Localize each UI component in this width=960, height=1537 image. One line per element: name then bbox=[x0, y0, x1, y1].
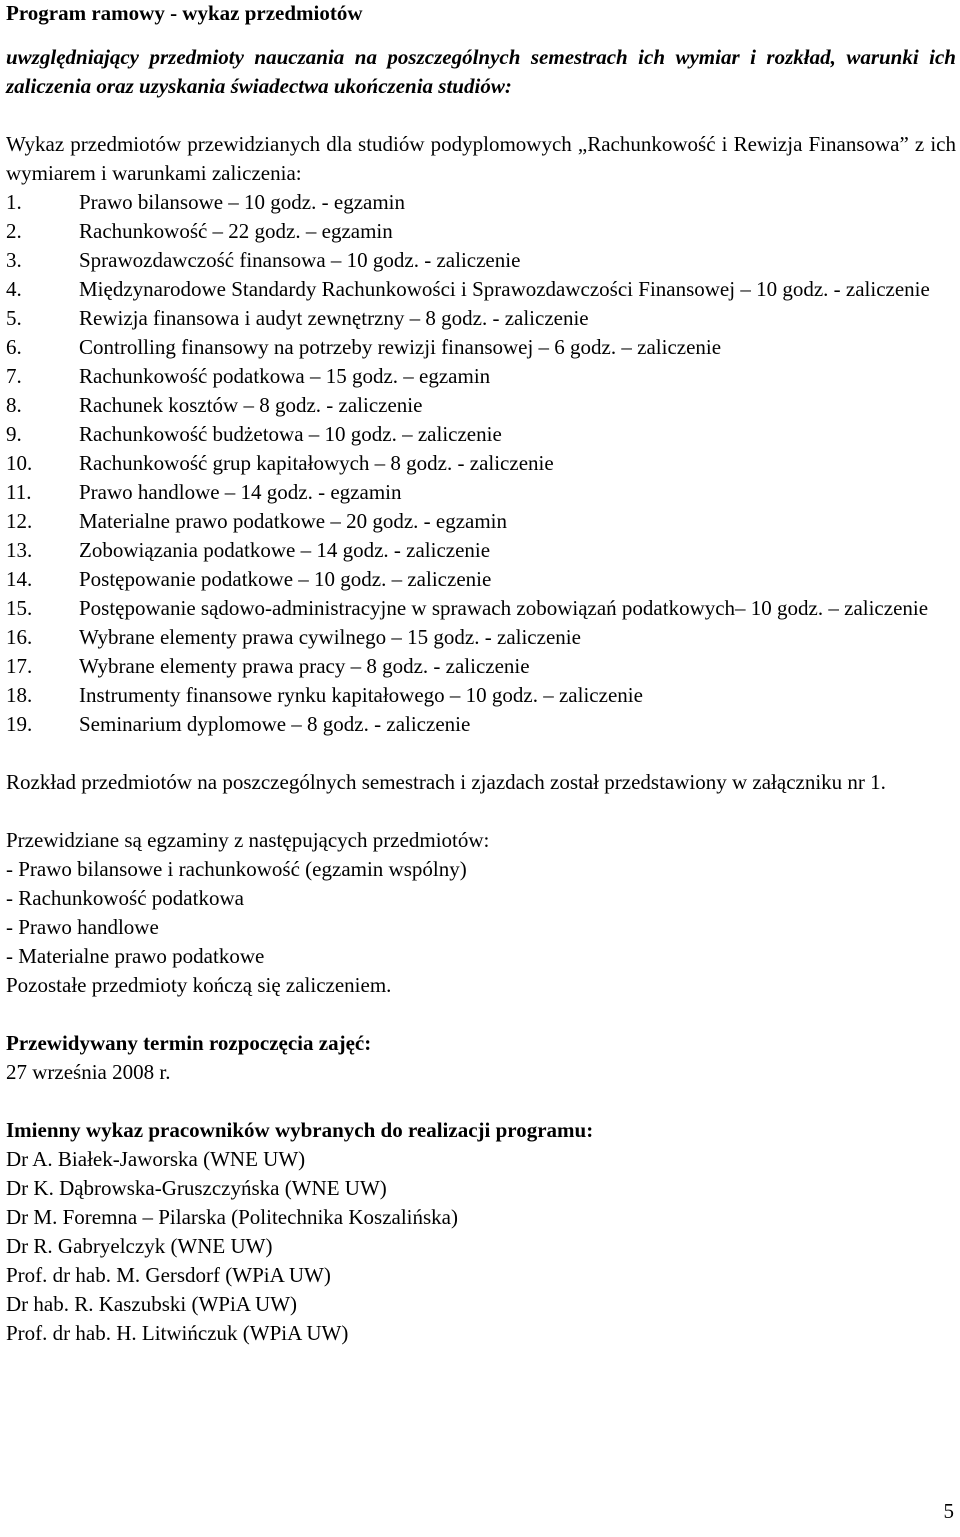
start-section bbox=[6, 1029, 956, 1087]
staff-member: Prof. dr hab. H. Litwińczuk (WPiA UW) bbox=[6, 1321, 349, 1345]
document-page bbox=[6, 0, 956, 1348]
list-item-text: Sprawozdawczość finansowa – 10 godz. - zaliczenie bbox=[79, 248, 521, 272]
list-item-text: Wybrane elementy prawa pracy – 8 godz. - zaliczenie bbox=[79, 654, 530, 678]
list-item-number: 16. bbox=[6, 625, 33, 649]
list-item-text: Postępowanie podatkowe – 10 godz. – zaliczenie bbox=[79, 567, 492, 591]
list-item-number: 15. bbox=[6, 596, 33, 620]
list-item-number: 7. bbox=[6, 364, 22, 388]
list-item-number: 3. bbox=[6, 248, 22, 272]
subjects-intro: Wykaz przedmiotów przewidzianych dla studiów podyplomowych „Rachunkowość i Rewizja Finansowa” z ich wymiarem i warunkami zaliczenia: bbox=[6, 132, 956, 185]
list-item bbox=[6, 478, 956, 507]
list-item bbox=[6, 275, 956, 304]
list-item bbox=[6, 681, 956, 710]
list-item-text: Zobowiązania podatkowe – 14 godz. - zaliczenie bbox=[79, 538, 491, 562]
list-item bbox=[6, 710, 956, 739]
document-subtitle: uwzględniający przedmioty nauczania na poszczególnych semestrach ich wymiar i rozkład, warunki ich zaliczenia oraz uzyskania świadectwa ukończenia studiów: bbox=[6, 45, 956, 98]
list-item-number: 14. bbox=[6, 567, 33, 591]
list-item-text: Rachunkowość podatkowa – 15 godz. – egzamin bbox=[79, 364, 491, 388]
distribution-paragraph: Rozkład przedmiotów na poszczególnych semestrach i zjazdach został przedstawiony w załączniku nr 1. bbox=[6, 770, 886, 794]
list-item bbox=[6, 565, 956, 594]
list-item bbox=[6, 333, 956, 362]
page-number: 5 bbox=[943, 1499, 954, 1523]
list-item bbox=[6, 246, 956, 275]
list-item-text: Controlling finansowy na potrzeby rewizji finansowej – 6 godz. – zaliczenie bbox=[79, 335, 722, 359]
list-item bbox=[6, 304, 956, 333]
exams-section bbox=[6, 826, 956, 1000]
staff-section bbox=[6, 1116, 956, 1348]
list-item-text: Rachunkowość grup kapitałowych – 8 godz. - zaliczenie bbox=[79, 451, 554, 475]
list-item bbox=[6, 652, 956, 681]
exam-item: - Rachunkowość podatkowa bbox=[6, 886, 244, 910]
list-item-number: 6. bbox=[6, 335, 22, 359]
list-item bbox=[6, 594, 956, 623]
list-item-number: 1. bbox=[6, 190, 22, 214]
exam-item: - Prawo bilansowe i rachunkowość (egzamin wspólny) bbox=[6, 857, 467, 881]
staff-member: Dr A. Białek-Jaworska (WNE UW) bbox=[6, 1147, 306, 1171]
list-item-text: Rachunkowość budżetowa – 10 godz. – zaliczenie bbox=[79, 422, 502, 446]
exams-heading: Przewidziane są egzaminy z następujących przedmiotów: bbox=[6, 828, 490, 852]
document-title: Program ramowy - wykaz przedmiotów bbox=[6, 1, 363, 25]
staff-member: Prof. dr hab. M. Gersdorf (WPiA UW) bbox=[6, 1263, 331, 1287]
list-item-number: 2. bbox=[6, 219, 22, 243]
list-item-number: 17. bbox=[6, 654, 33, 678]
list-item bbox=[6, 362, 956, 391]
list-item-number: 10. bbox=[6, 451, 33, 475]
list-item-text: Rewizja finansowa i audyt zewnętrzny – 8 godz. - zaliczenie bbox=[79, 306, 589, 330]
list-item-text: Międzynarodowe Standardy Rachunkowości i Sprawozdawczości Finansowej – 10 godz. - zaliczenie bbox=[79, 277, 930, 301]
list-item-text: Instrumenty finansowe rynku kapitałowego – 10 godz. – zaliczenie bbox=[79, 683, 643, 707]
list-item-text: Rachunkowość – 22 godz. – egzamin bbox=[79, 219, 393, 243]
start-heading: Przewidywany termin rozpoczęcia zajęć: bbox=[6, 1031, 372, 1055]
exam-item: - Materialne prawo podatkowe bbox=[6, 944, 265, 968]
list-item bbox=[6, 536, 956, 565]
exams-footer: Pozostałe przedmioty kończą się zaliczeniem. bbox=[6, 973, 392, 997]
list-item-text: Materialne prawo podatkowe – 20 godz. - egzamin bbox=[79, 509, 508, 533]
list-item-number: 18. bbox=[6, 683, 33, 707]
list-item bbox=[6, 188, 956, 217]
list-item-number: 12. bbox=[6, 509, 33, 533]
list-item-text: Prawo bilansowe – 10 godz. - egzamin bbox=[79, 190, 406, 214]
staff-member: Dr hab. R. Kaszubski (WPiA UW) bbox=[6, 1292, 298, 1316]
list-item-number: 19. bbox=[6, 712, 33, 736]
list-item bbox=[6, 507, 956, 536]
list-item-number: 11. bbox=[6, 480, 32, 504]
list-item-number: 13. bbox=[6, 538, 33, 562]
start-date: 27 września 2008 r. bbox=[6, 1060, 171, 1084]
list-item-number: 8. bbox=[6, 393, 22, 417]
list-item-text: Seminarium dyplomowe – 8 godz. - zaliczenie bbox=[79, 712, 471, 736]
list-item-text: Postępowanie sądowo-administracyjne w sprawach zobowiązań podatkowych– 10 godz. – zaliczenie bbox=[79, 596, 929, 620]
subjects-list bbox=[6, 188, 956, 739]
staff-heading: Imienny wykaz pracowników wybranych do realizacji programu: bbox=[6, 1118, 594, 1142]
list-item-text: Wybrane elementy prawa cywilnego – 15 godz. - zaliczenie bbox=[79, 625, 581, 649]
exam-item: - Prawo handlowe bbox=[6, 915, 159, 939]
list-item-text: Rachunek kosztów – 8 godz. - zaliczenie bbox=[79, 393, 423, 417]
staff-member: Dr K. Dąbrowska-Gruszczyńska (WNE UW) bbox=[6, 1176, 387, 1200]
list-item bbox=[6, 420, 956, 449]
list-item-number: 9. bbox=[6, 422, 22, 446]
list-item-number: 5. bbox=[6, 306, 22, 330]
staff-member: Dr M. Foremna – Pilarska (Politechnika Koszalińska) bbox=[6, 1205, 458, 1229]
list-item bbox=[6, 391, 956, 420]
list-item bbox=[6, 449, 956, 478]
list-item-number: 4. bbox=[6, 277, 22, 301]
staff-member: Dr R. Gabryelczyk (WNE UW) bbox=[6, 1234, 273, 1258]
list-item bbox=[6, 623, 956, 652]
list-item bbox=[6, 217, 956, 246]
list-item-text: Prawo handlowe – 14 godz. - egzamin bbox=[79, 480, 402, 504]
